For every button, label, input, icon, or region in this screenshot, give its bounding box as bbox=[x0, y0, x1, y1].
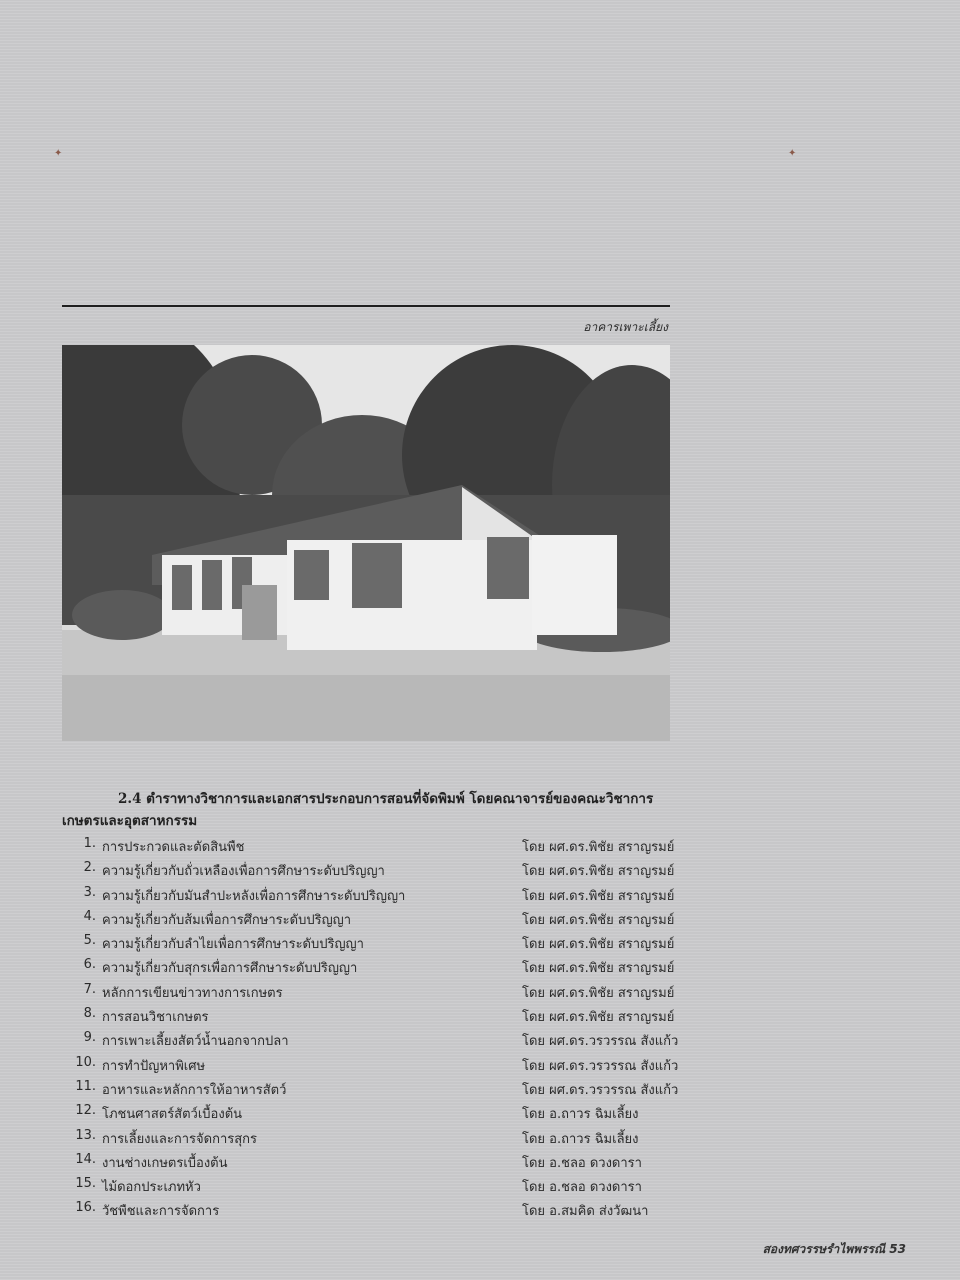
item-title: ไม้ดอกประเภทหัว bbox=[102, 1180, 201, 1196]
item-author: โดย ผศ.ดร.พิชัย สราญรมย์ bbox=[522, 840, 675, 855]
list-item bbox=[62, 957, 722, 981]
item-title: ความรู้เกี่ยวกับมันสำปะหลังเพื่อการศึกษาระดับปริญญา bbox=[102, 888, 406, 904]
item-number: 16. bbox=[75, 1200, 96, 1216]
list-item bbox=[62, 909, 722, 933]
list-item bbox=[62, 982, 722, 1006]
item-author: โดย อ.ถาวร ฉิมเลี้ยง bbox=[522, 1131, 639, 1147]
list-item bbox=[62, 933, 722, 957]
heading-line-1: 2.4 ตำราทางวิชาการและเอกสารประกอบการสอนที่จัดพิมพ์ โดยคณาจารย์ของคณะวิชาการ bbox=[118, 791, 654, 807]
item-author: โดย ผศ.ดร.พิชัย สราญรมย์ bbox=[522, 888, 675, 904]
item-author: โดย ผศ.ดร.วรวรรณ สังแก้ว bbox=[522, 1082, 679, 1098]
publication-list bbox=[62, 836, 722, 1225]
item-title: วัชพืชและการจัดการ bbox=[102, 1204, 220, 1220]
item-number: 15. bbox=[75, 1176, 96, 1192]
item-title: ความรู้เกี่ยวกับส้มเพื่อการศึกษาระดับปริญญา bbox=[102, 912, 352, 928]
list-item bbox=[62, 1006, 722, 1030]
item-title: ความรู้เกี่ยวกับถั่วเหลืองเพื่อการศึกษาระดับปริญญา bbox=[102, 864, 385, 880]
item-author: โดย ผศ.ดร.พิชัย สราญรมย์ bbox=[522, 937, 675, 953]
item-title: โภชนศาสตร์สัตว์เบื้องต้น bbox=[102, 1107, 243, 1123]
item-author: โดย อ.ชลอ ดวงดารา bbox=[522, 1155, 642, 1171]
photo-caption: อาคารเพาะเลี้ยง bbox=[583, 320, 668, 334]
item-author: โดย ผศ.ดร.วรวรรณ สังแก้ว bbox=[522, 1034, 679, 1050]
item-number: 12. bbox=[75, 1103, 96, 1119]
list-item bbox=[62, 1152, 722, 1176]
item-author: โดย อ.ถาวร ฉิมเลี้ยง bbox=[522, 1107, 639, 1123]
item-author: โดย อ.สมคิด ส่งวัฒนา bbox=[522, 1204, 649, 1220]
item-number: 6. bbox=[83, 957, 96, 973]
item-author: โดย ผศ.ดร.วรวรรณ สังแก้ว bbox=[522, 1058, 679, 1074]
item-author: โดย ผศ.ดร.พิชัย สราญรมย์ bbox=[522, 864, 675, 880]
list-item bbox=[62, 1030, 722, 1054]
list-item bbox=[62, 1103, 722, 1127]
item-number: 9. bbox=[83, 1030, 96, 1046]
list-item bbox=[62, 1079, 722, 1103]
list-item bbox=[62, 1200, 722, 1224]
item-number: 2. bbox=[83, 860, 96, 876]
list-item bbox=[62, 860, 722, 884]
item-number: 3. bbox=[83, 884, 96, 900]
item-author: โดย ผศ.ดร.พิชัย สราญรมย์ bbox=[522, 912, 675, 928]
item-number: 1. bbox=[83, 836, 96, 851]
item-number: 14. bbox=[75, 1151, 96, 1167]
item-title: ความรู้เกี่ยวกับสุกรเพื่อการศึกษาระดับปริญญา bbox=[102, 961, 358, 977]
item-title: การทำปัญหาพิเศษ bbox=[102, 1058, 206, 1074]
item-title: หลักการเขียนข่าวทางการเกษตร bbox=[102, 985, 283, 1001]
item-title: การเพาะเลี้ยงสัตว์น้ำนอกจากปลา bbox=[102, 1034, 289, 1050]
item-title: งานช่างเกษตรเบื้องต้น bbox=[102, 1155, 228, 1171]
list-item bbox=[62, 836, 722, 860]
section-heading bbox=[62, 788, 762, 832]
item-author: โดย ผศ.ดร.พิชัย สราญรมย์ bbox=[522, 1010, 675, 1026]
item-author: โดย ผศ.ดร.พิชัย สราญรมย์ bbox=[522, 961, 675, 977]
item-title: การสอนวิชาเกษตร bbox=[102, 1010, 209, 1026]
item-number: 5. bbox=[83, 933, 96, 949]
building-photo bbox=[62, 345, 670, 741]
list-item bbox=[62, 885, 722, 909]
item-number: 7. bbox=[83, 981, 96, 997]
item-title: การประกวดและตัดสินพืช bbox=[102, 840, 245, 855]
heading-line-2: เกษตรและอุตสาหกรรม bbox=[62, 813, 198, 829]
item-number: 4. bbox=[83, 908, 96, 924]
page-footer: สองทศวรรษรำไพพรรณี 53 bbox=[762, 1242, 906, 1256]
item-number: 8. bbox=[83, 1006, 96, 1022]
paper-speck: ✦ bbox=[54, 148, 63, 159]
top-rule bbox=[62, 305, 670, 307]
item-number: 11. bbox=[75, 1078, 96, 1094]
list-item bbox=[62, 1176, 722, 1200]
item-number: 10. bbox=[75, 1054, 96, 1070]
item-title: อาหารและหลักการให้อาหารสัตว์ bbox=[102, 1082, 287, 1098]
item-title: ความรู้เกี่ยวกับลำไยเพื่อการศึกษาระดับปริญญา bbox=[102, 937, 364, 953]
item-title: การเลี้ยงและการจัดการสุกร bbox=[102, 1131, 258, 1147]
item-author: โดย อ.ชลอ ดวงดารา bbox=[522, 1180, 642, 1196]
item-number: 13. bbox=[75, 1127, 96, 1143]
paper-speck: ✦ bbox=[788, 148, 797, 159]
list-item bbox=[62, 1128, 722, 1152]
list-item bbox=[62, 1055, 722, 1079]
item-author: โดย ผศ.ดร.พิชัย สราญรมย์ bbox=[522, 985, 675, 1001]
